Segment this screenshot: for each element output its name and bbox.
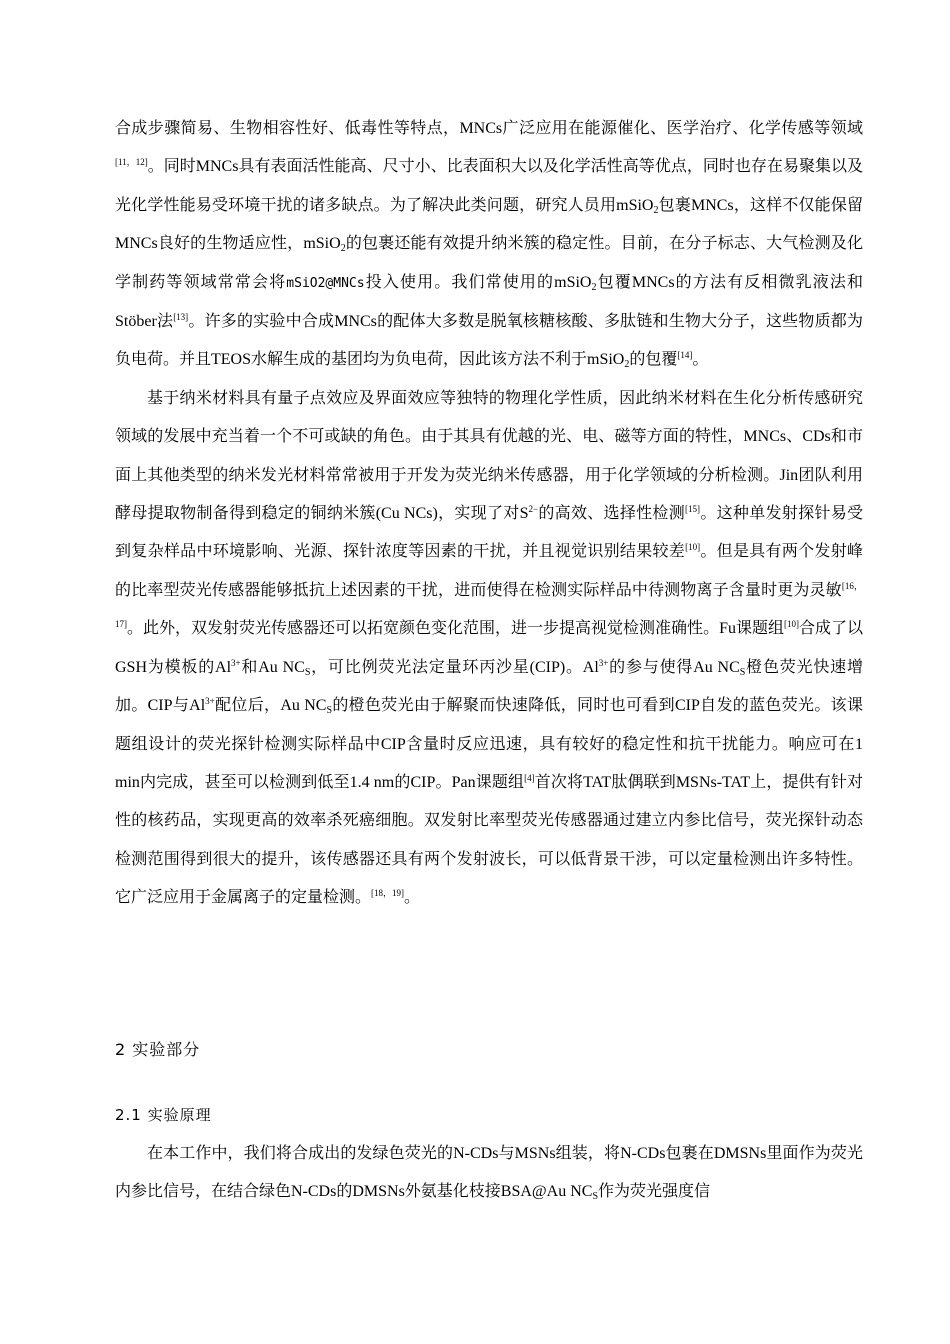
citation: [13]: [173, 312, 189, 323]
paragraph-mncs-overview: 合成步骤简易、生物相容性好、低毒性等特点，MNCs广泛应用在能源催化、医学治疗、化学传感等领域[11，12]。同时MNCs具有表面活性能高、尺寸小、比表面积大以及化学活性高等优点，同时也存在易聚集以及光化学性能易受环境干扰的诸多缺点。为了解决此类问题，研究人员用mSiO$_2$包裹MNCs，这样不仅能保留MNCs良好的生物适应性，mSiO$_2$的包裹还能有效提升纳米簇的稳定性。目前，在分子标志、大气检测及化学制药等领域常常会将mSiO2@MNCs投入使用。我们常使用的mSiO$_2$包覆MNCs的方法有反相微乳液法和Stöber法[13]。许多的实验中合成MNCs的配体大多数是脱氧核糖核酸、多肽链和生物大分子，这些物质都为负电荷。并且TEOS水解生成的基团均为负电荷，因此该方法不利于mSiO$_2$的包覆[14]。: [115, 120, 863, 371]
citation: [18，19]: [371, 888, 405, 899]
paragraph-experiment-principle: 在本工作中，我们将合成出的发绿色荧光的N-CDs与MSNs组装，将N-CDs包裹在DMSNs里面作为荧光内参比信号，在结合绿色N-CDs的DMSNs外氨基化枝接BSA@Au $NC_S$作为荧光强度信: [115, 1145, 863, 1203]
body-text-block-2: [115, 1135, 863, 1212]
citation: [10]: [685, 542, 701, 553]
citation: [16，17]: [115, 580, 863, 630]
subsection-heading: 2.1 实验原理: [115, 1106, 212, 1124]
section-heading: 2 实验部分: [115, 1040, 201, 1059]
citation: [15]: [685, 504, 701, 515]
citation: [4]: [524, 772, 535, 783]
citation: [14]: [677, 350, 693, 361]
body-text-block-1: [115, 110, 863, 918]
citation: [10]: [783, 619, 799, 630]
paragraph-ratiometric-sensors: 基于纳米材料具有量子点效应及界面效应等独特的物理化学性质，因此纳米材料在生化分析传感研究领域的发展中充当着一个不可或缺的角色。由于其具有优越的光、电、磁等方面的特性，MNCs、CDs和市面上其他类型的纳米发光材料常常被用于开发为荧光纳米传感器，用于化学领域的分析检测。Jin团队利用酵母提取物制备得到稳定的铜纳米簇(Cu NCs)，实现了对$S^{2-}$的高效、选择性检测[15]。这种单发射探针易受到复杂样品中环境影响、光源、探针浓度等因素的干扰，并且视觉识别结果较差[10]。但是具有两个发射峰的比率型荧光传感器能够抵抗上述因素的干扰，进而使得在检测实际样品中待测物离子含量时更为灵敏[16，17]。此外，双发射荧光传感器还可以拓宽颜色变化范围，进一步提高视觉检测准确性。Fu课题组[10]合成了以GSH为模板的$Al^{3+}$和Au $NC_S$，可比例荧光法定量环丙沙星(CIP)。$Al^{3+}$的参与使得Au $NC_S$橙色荧光快速增加。CIP与$Al^{3+}$配位后，Au $NC_S$的橙色荧光由于解聚而快速降低，同时也可看到CIP自发的蓝色荧光。该课题组设计的荧光探针检测实际样品中CIP含量时反应迅速，具有较好的稳定性和抗干扰能力。响应可在1 min内完成，甚至可以检测到低至1.4 nm的CIP。Pan课题组[4]首次将TAT肽偶联到MSNs-TAT上，提供有针对性的核药品，实现更高的效率杀死癌细胞。双发射比率型荧光传感器通过建立内参比信号，荧光探针动态检测范围得到很大的提升，该传感器还具有两个发射波长，可以低背景干涉，可以定量检测出许多特性。它广泛应用于金属离子的定量检测。[18，19]。: [115, 389, 863, 907]
citation: [11，12]: [115, 157, 148, 168]
